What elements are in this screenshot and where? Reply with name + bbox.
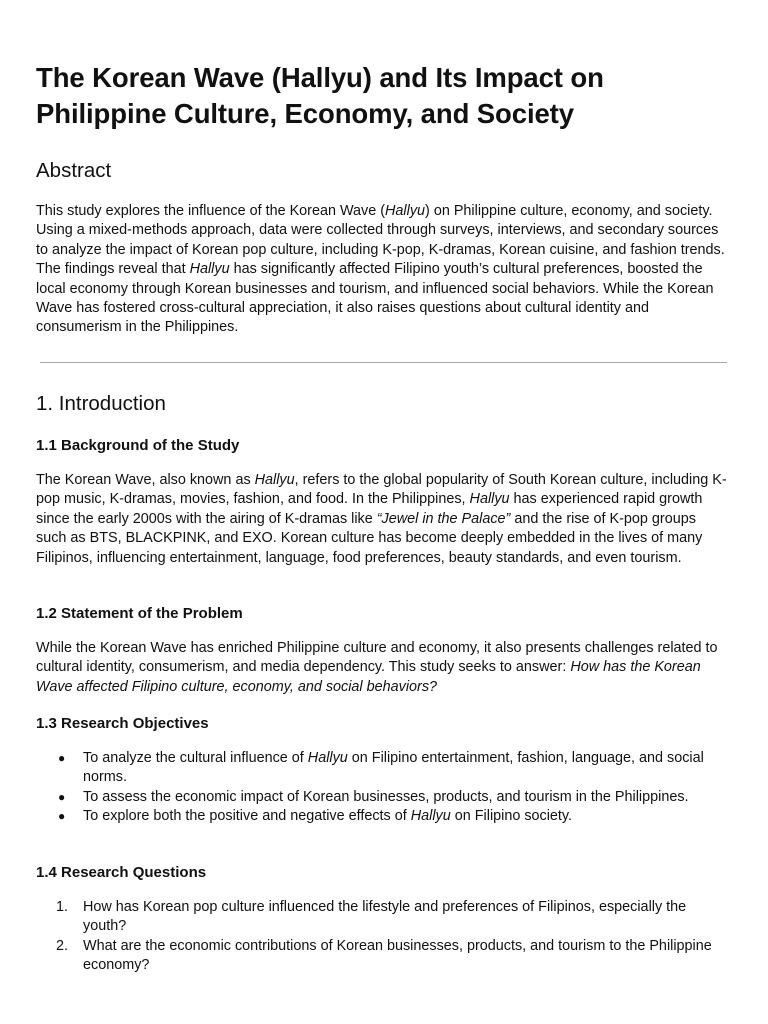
- list-item: [36, 749, 730, 788]
- objective-em: Hallyu: [410, 808, 451, 825]
- problem-text-1: While the Korean Wave has enriched Philippine culture and economy, it also presents challenges related to cultural identity, consumerism, and media dependency. This study seeks to answer:: [36, 640, 718, 676]
- bullet-icon: ●: [58, 751, 66, 765]
- background-text-3: has experienced rapid growth since the early 2000s with the airing of K-dramas like: [36, 491, 703, 527]
- list-item: [36, 937, 730, 976]
- problem-heading: 1.2 Statement of the Problem: [36, 605, 243, 622]
- problem-em-1: How has the Korean Wave affected Filipino culture, economy, and social behaviors?: [36, 659, 701, 695]
- problem-paragraph: [36, 639, 730, 697]
- background-text-2: , refers to the global popularity of South Korean culture, including K-pop music, K-dramas, movies, fashion, and food. In the Philippines,: [36, 472, 727, 508]
- abstract-heading: Abstract: [36, 159, 112, 182]
- objective-em: Hallyu: [307, 750, 348, 766]
- objective-text: on Filipino entertainment, fashion, language, and social norms.: [83, 750, 704, 786]
- abstract-em-1: Hallyu: [385, 203, 426, 219]
- background-em-2: Hallyu: [469, 491, 510, 508]
- bullet-icon: ●: [58, 789, 66, 804]
- questions-list: [36, 898, 730, 976]
- questions-heading: 1.4 Research Questions: [36, 864, 207, 881]
- objective-text: To explore both the positive and negative effects of: [83, 808, 411, 825]
- list-number: 1.: [56, 899, 69, 915]
- horizontal-divider: [40, 362, 727, 363]
- background-text-4: and the rise of K-pop groups such as BTS, BLACKPINK, and EXO. Korean culture has become deeply embedded in the lives of many Filipinos, influencing entertainment, language, food preferences, beauty standards, and even tourism.: [36, 510, 703, 566]
- background-em-3: “Jewel in the Palace”: [376, 510, 511, 527]
- document-title: The Korean Wave (Hallyu) and Its Impact on Philippine Culture, Economy, and Society: [36, 62, 604, 129]
- background-heading: 1.1 Background of the Study: [36, 437, 240, 454]
- list-item: [36, 898, 730, 937]
- list-item: [36, 807, 730, 826]
- abstract-text-2: ) on Philippine culture, economy, and society. Using a mixed-methods approach, data were collected through surveys, interviews, and secondary sources to analyze the impact of Korean pop culture, including K-pop, K-dramas, Korean cuisine, and fashion trends. The findings reveal that: [36, 203, 725, 278]
- bullet-icon: ●: [58, 809, 66, 824]
- introduction-heading: 1. Introduction: [36, 392, 166, 415]
- abstract-paragraph: [36, 202, 730, 338]
- abstract-em-2: Hallyu: [189, 261, 230, 278]
- objective-text: on Filipino society.: [450, 808, 573, 825]
- objective-text: To analyze the cultural influence of: [83, 750, 308, 766]
- background-text-1: The Korean Wave, also known as: [36, 472, 255, 488]
- abstract-text-3: has significantly affected Filipino youth’s cultural preferences, boosted the local economy through Korean businesses and tourism, and influenced social behaviors. While the Korean Wave has fostered cross-cultural appreciation, it also raises questions about cultural identity and consumerism in the Philippines.: [36, 261, 714, 336]
- list-item: [36, 788, 730, 807]
- objectives-heading: 1.3 Research Objectives: [36, 715, 209, 732]
- abstract-text-1: This study explores the influence of the Korean Wave (: [36, 203, 386, 219]
- objectives-list: [36, 749, 730, 827]
- question-text: How has Korean pop culture influenced the lifestyle and preferences of Filipinos, especially the youth?: [83, 899, 687, 935]
- objective-text: To assess the economic impact of Korean businesses, products, and tourism in the Philippines.: [83, 788, 689, 805]
- list-number: 2.: [56, 937, 69, 954]
- question-text: What are the economic contributions of Korean businesses, products, and tourism to the Philippine economy?: [83, 937, 712, 974]
- background-em-1: Hallyu: [254, 472, 295, 488]
- background-paragraph: [36, 471, 730, 568]
